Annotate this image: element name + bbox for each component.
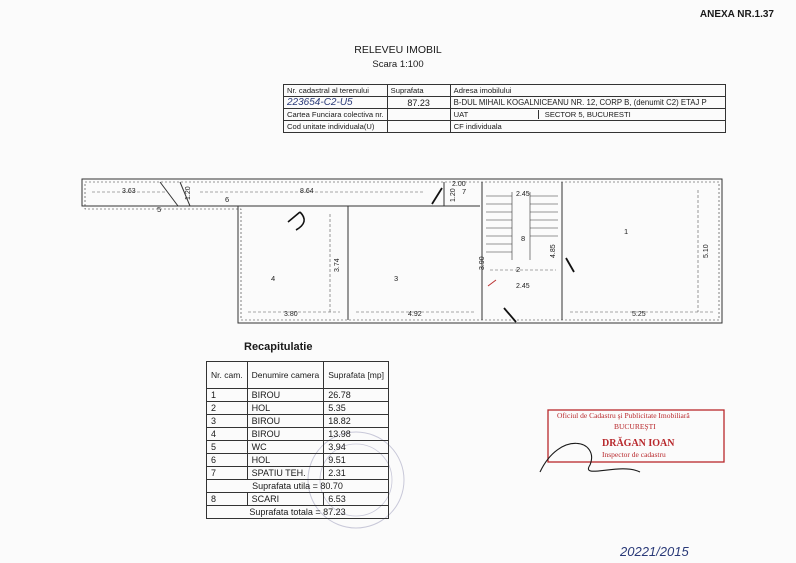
carte-funciara-label: Cartea Funciara colectiva nr.	[284, 109, 388, 121]
cf-individuala-label: CF individuala	[450, 121, 725, 133]
room-number: 6	[225, 195, 230, 204]
row-area: 3.94	[324, 441, 389, 454]
staircase	[486, 192, 558, 260]
row-area: 9.51	[324, 454, 389, 467]
table-row	[207, 441, 389, 454]
door-tech	[432, 188, 442, 204]
dim-label: 3.74	[334, 258, 341, 272]
row-name: BIROU	[247, 415, 324, 428]
uat-label: UAT	[454, 110, 539, 119]
cadastre-stamp	[540, 410, 724, 472]
row-name: SCARI	[247, 493, 324, 506]
stamp-role: Inspector de cadastru	[602, 450, 666, 459]
total-area: Suprafata totala = 87.23	[207, 506, 389, 519]
room-number: 8	[521, 234, 526, 243]
dim-label: 5.25	[632, 311, 646, 318]
row-name: SPATIU TEH.	[247, 467, 324, 480]
dim-label: 5.10	[703, 244, 710, 258]
door-room1	[566, 258, 574, 272]
door-hol	[488, 280, 496, 286]
room-number: 5	[157, 205, 162, 214]
recap-header-nr: Nr. cam.	[207, 362, 248, 389]
dim-label: 2.45	[516, 191, 530, 198]
address-header: Adresa imobilului	[450, 85, 725, 97]
row-name: HOL	[247, 454, 324, 467]
scale-label: Scara 1:100	[372, 59, 424, 70]
recap-title: Recapitulatie	[244, 341, 313, 353]
dim-label: 4.85	[550, 244, 557, 258]
handwritten-date: 20221/2015	[620, 544, 689, 559]
document-title: RELEVEU IMOBIL	[354, 44, 442, 56]
table-row	[207, 493, 389, 506]
recap-header-area: Suprafata [mp]	[324, 362, 389, 389]
row-area: 13.98	[324, 428, 389, 441]
cadastral-number: 223654-C2-U5	[284, 97, 388, 109]
door-room4	[288, 212, 304, 230]
room-number: 4	[271, 274, 276, 283]
inner-wall-line	[85, 182, 719, 320]
stamp-name: DRĂGAN IOAN	[602, 438, 675, 449]
row-nr: 8	[207, 493, 248, 506]
uat-value: SECTOR 5, BUCURESTI	[544, 110, 631, 119]
recap-table	[206, 361, 389, 519]
dim-label: 4.92	[408, 311, 422, 318]
row-name: HOL	[247, 402, 324, 415]
dim-label: 3.63	[122, 188, 136, 195]
table-row	[207, 389, 389, 402]
wall-wc	[160, 182, 178, 206]
area-value: 87.23	[387, 97, 450, 109]
row-nr: 2	[207, 402, 248, 415]
cod-unitate-label: Cod unitate individuala(U)	[284, 121, 388, 133]
row-nr: 7	[207, 467, 248, 480]
row-name: BIROU	[247, 389, 324, 402]
row-nr: 4	[207, 428, 248, 441]
table-row	[207, 467, 389, 480]
row-nr: 5	[207, 441, 248, 454]
recap-header-name: Denumire camera	[247, 362, 324, 389]
row-nr: 3	[207, 415, 248, 428]
dim-label: 3.90	[479, 256, 486, 270]
room-number: 7	[462, 187, 467, 196]
stamp-line1: Oficiul de Cadastru şi Publicitate Imobiliară	[557, 411, 690, 420]
table-row	[207, 415, 389, 428]
annex-label: ANEXA NR.1.37	[699, 9, 774, 20]
useful-area: Suprafata utila = 80.70	[207, 480, 389, 493]
room-number: 2	[516, 265, 521, 274]
cadastral-header: Nr. cadastral al terenului	[284, 85, 388, 97]
table-row	[207, 428, 389, 441]
row-name: BIROU	[247, 428, 324, 441]
row-area: 5.35	[324, 402, 389, 415]
row-nr: 6	[207, 454, 248, 467]
dim-label: 1.20	[450, 188, 457, 202]
row-area: 6.53	[324, 493, 389, 506]
address-value: B-DUL MIHAIL KOGALNICEANU NR. 12, CORP B, (denumit C2) ETAJ P	[450, 97, 725, 109]
dim-label: 3.80	[284, 311, 298, 318]
row-nr: 1	[207, 389, 248, 402]
stamp-line2: BUCUREŞTI	[614, 422, 656, 431]
dim-label: 8.64	[300, 188, 314, 195]
row-area: 26.78	[324, 389, 389, 402]
total-area-row	[207, 506, 389, 519]
outer-wall	[82, 179, 722, 323]
room-number: 3	[394, 274, 399, 283]
table-row	[207, 402, 389, 415]
row-area: 2.31	[324, 467, 389, 480]
dim-label: 1.20	[185, 186, 192, 200]
dim-label: 2.45	[516, 283, 530, 290]
useful-area-row	[207, 480, 389, 493]
room-number: 1	[624, 227, 629, 236]
row-name: WC	[247, 441, 324, 454]
table-row	[207, 454, 389, 467]
area-header: Suprafata	[387, 85, 450, 97]
row-area: 18.82	[324, 415, 389, 428]
dim-label: 2.00	[452, 181, 466, 188]
